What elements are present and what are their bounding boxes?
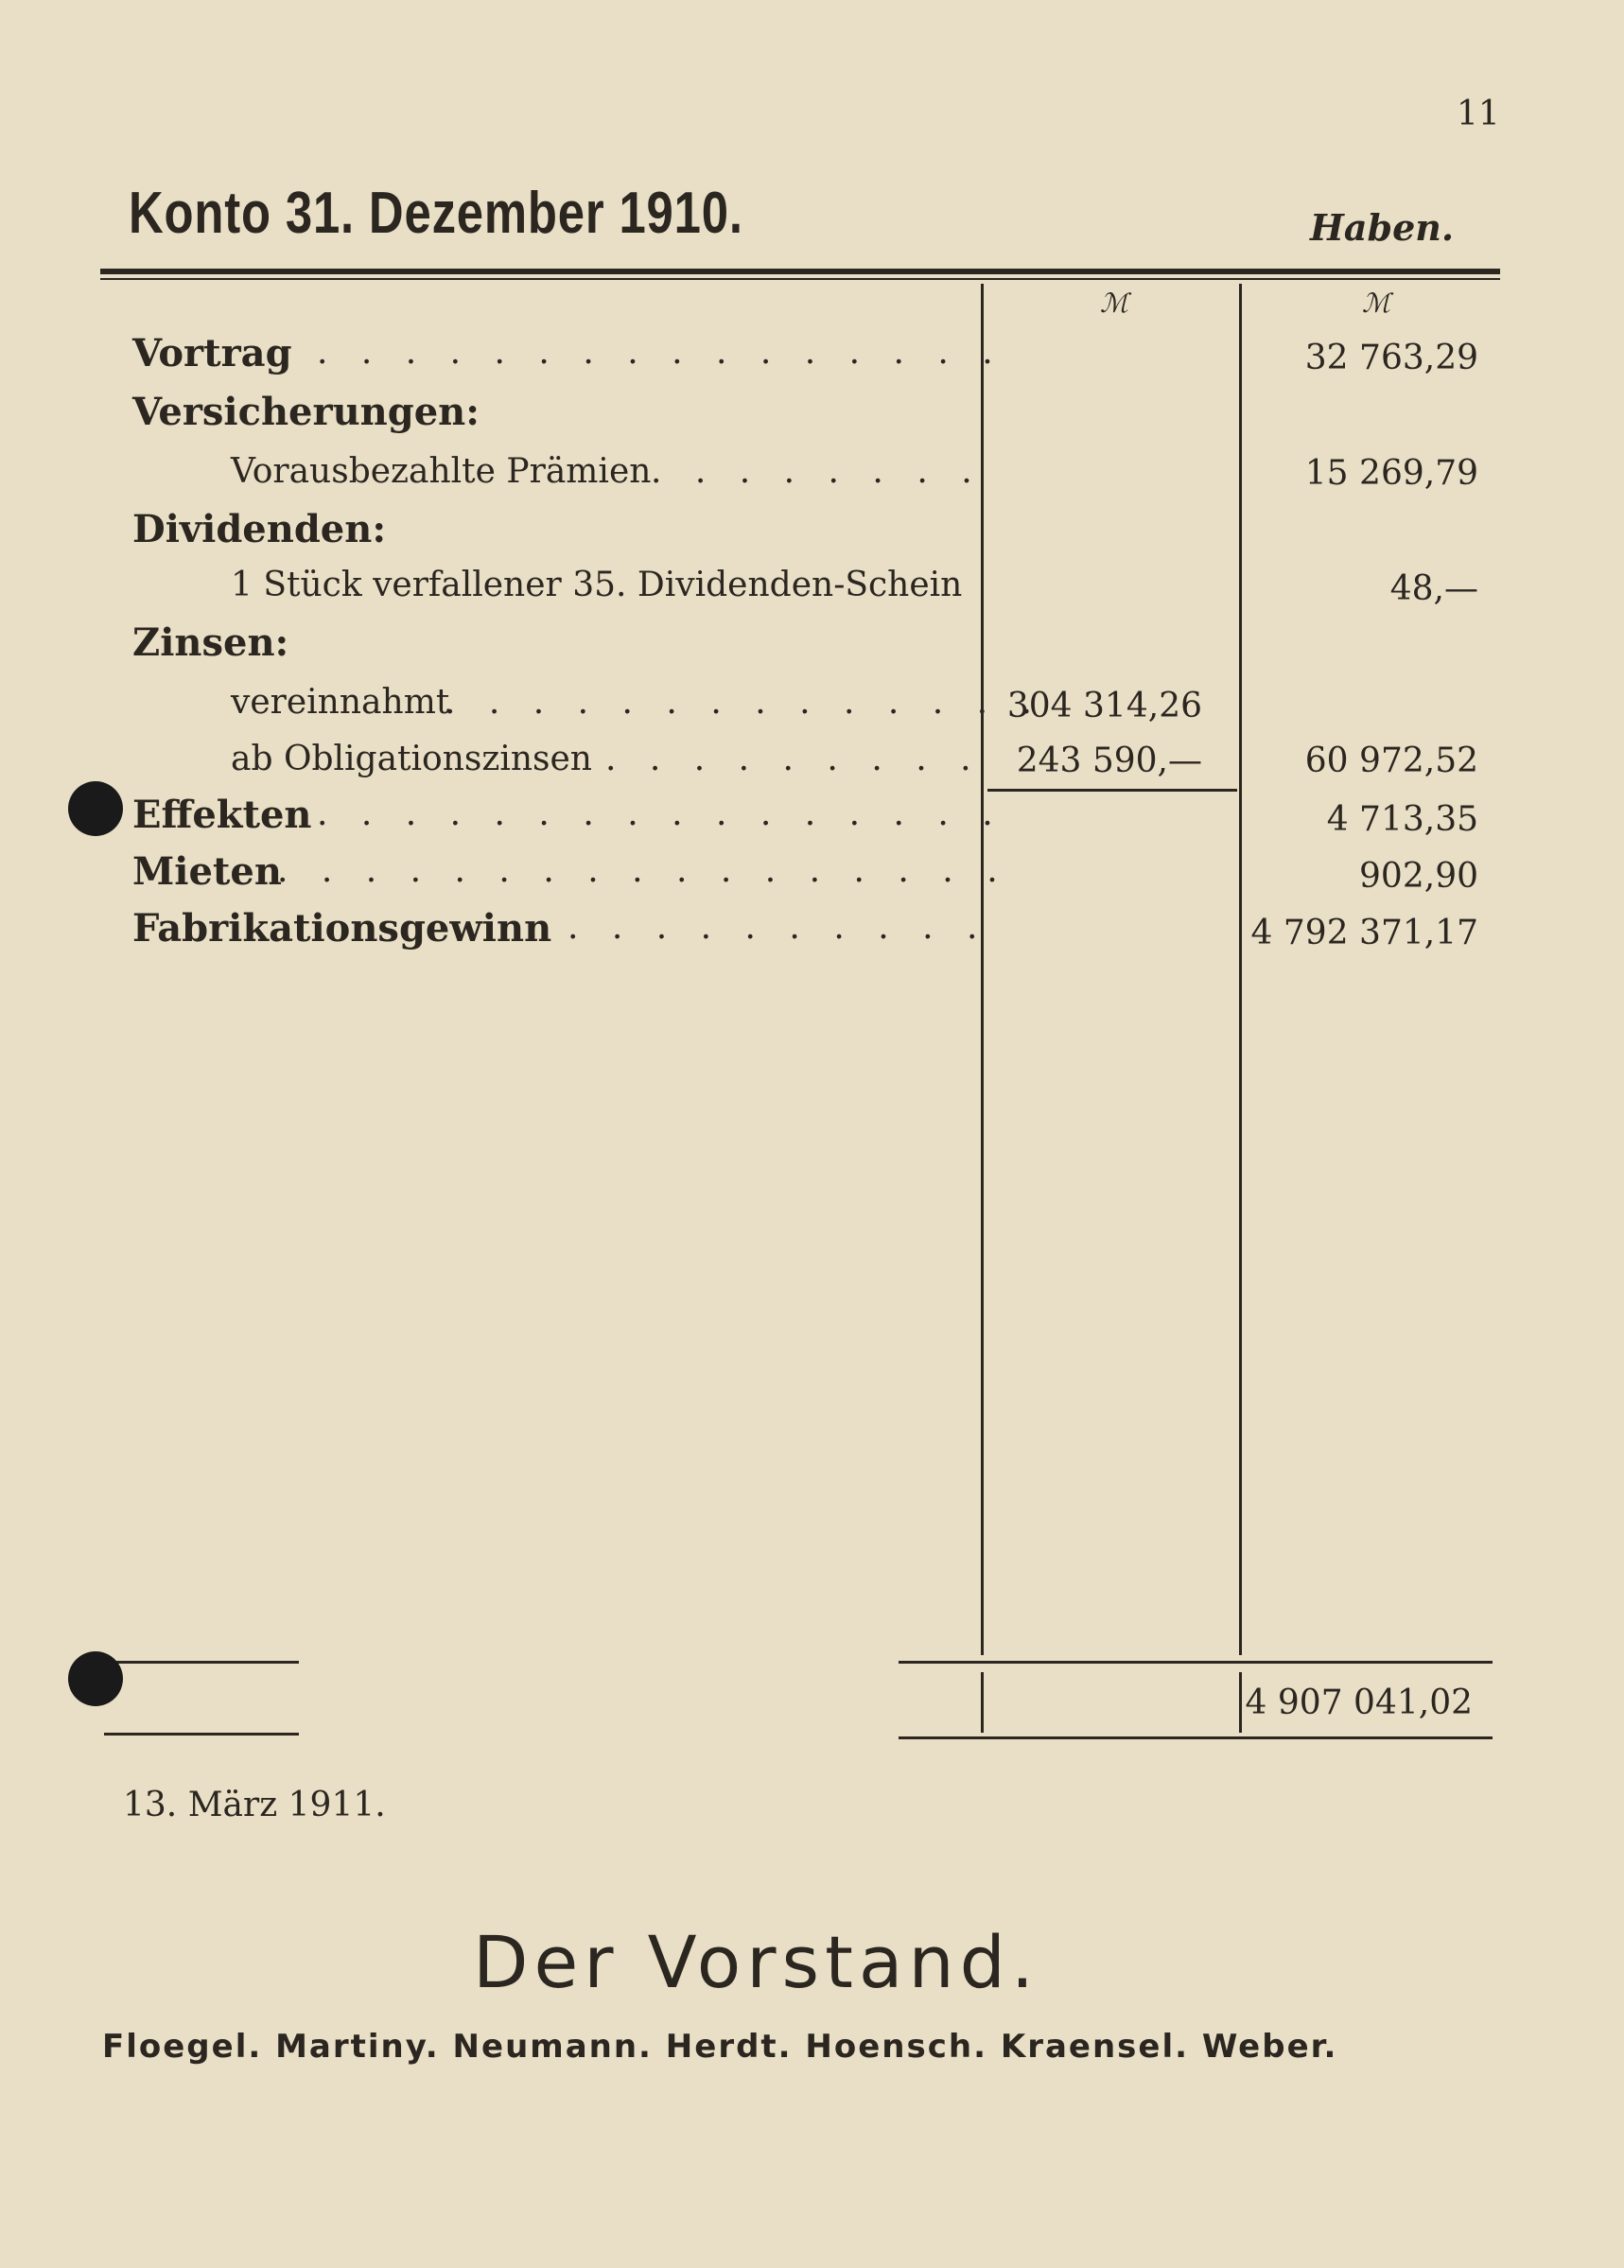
row-label: vereinnahmt — [231, 683, 450, 722]
column-divider-right — [1239, 284, 1242, 1655]
currency-symbol-col2: ℳ — [1362, 288, 1390, 319]
total-amount: 4 907 041,02 — [1245, 1684, 1473, 1722]
row-label: 1 Stück verfallener 35. Dividenden-Schein — [231, 566, 963, 604]
row-label: Fabrikationsgewinn — [132, 906, 552, 951]
amount-col2: 32 763,29 — [1304, 339, 1478, 377]
total-rule-top — [899, 1661, 1493, 1664]
currency-symbol-col1: ℳ — [1100, 288, 1128, 319]
total-divider-left — [981, 1672, 984, 1733]
amount-col1: 304 314,26 — [1006, 687, 1202, 725]
punch-hole — [68, 781, 123, 836]
leader-dots: . . . . . . . . — [651, 452, 984, 491]
leader-dots: . . . . . . . . . . . . . . . . — [317, 333, 1004, 372]
total-rule-bottom — [899, 1736, 1493, 1739]
header-rule — [100, 269, 1500, 274]
row-label: Dividenden: — [132, 507, 387, 551]
amount-col2: 4 792 371,17 — [1250, 914, 1478, 952]
row-label: Zinsen: — [132, 620, 289, 665]
row-label: Mieten — [132, 849, 282, 894]
leader-dots: . . . . . . . . . . — [568, 908, 989, 947]
row-label: Versicherungen: — [132, 390, 480, 434]
document-date: 13. März 1911. — [123, 1786, 386, 1824]
total-divider-right — [1239, 1672, 1242, 1733]
leader-dots: . . . . . . . . . . . . . . — [445, 683, 1043, 722]
board-heading: Der Vorstand. — [473, 1920, 1040, 2004]
amount-col2: 48,— — [1389, 569, 1478, 608]
header-rule-thin — [100, 278, 1500, 280]
row-label: Effekten — [132, 793, 312, 837]
row-label: Vortrag — [132, 331, 292, 375]
board-members: Floegel. Martiny. Neumann. Herdt. Hoensch. Kraensel. Weber. — [102, 2028, 1338, 2066]
amount-col2: 4 713,35 — [1326, 800, 1478, 839]
page-title: Konto 31. Dezember 1910. — [129, 181, 743, 246]
leader-dots: . . . . . . . . . . . . . . . . — [317, 794, 1004, 833]
leader-dots: . . . . . . . . . . . . . . . . . — [277, 851, 1009, 890]
row-label: ab Obligationszinsen — [231, 740, 592, 778]
amount-col1: 243 590,— — [1016, 741, 1202, 780]
page-number: 11 — [1457, 95, 1500, 133]
amount-col2: 15 269,79 — [1304, 454, 1478, 493]
amount-col2: 902,90 — [1359, 857, 1478, 896]
amount-col2: 60 972,52 — [1304, 741, 1478, 780]
leader-dots: . . . . . . . . . — [605, 740, 983, 778]
signature-line — [104, 1661, 299, 1664]
side-label: Haben. — [1310, 206, 1455, 249]
punch-hole — [68, 1651, 123, 1706]
subtotal-rule — [987, 789, 1237, 792]
row-label: Vorausbezahlte Prämien — [231, 452, 652, 491]
signature-line — [104, 1733, 299, 1736]
